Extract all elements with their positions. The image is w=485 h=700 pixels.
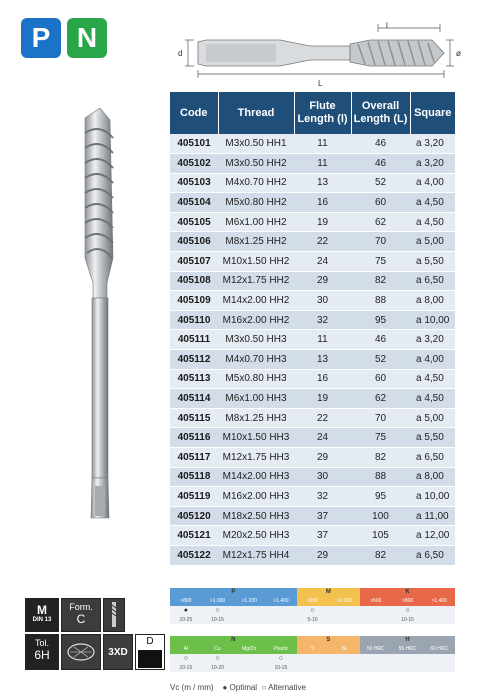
table-row [170,428,455,448]
material-sub-label: >800 [392,596,424,606]
cell-square: a 3,20 [410,154,455,174]
din-standard: DIN 13 [32,617,52,623]
cell-overall-length: 88 [351,291,410,311]
cell-overall-length: 82 [351,271,410,291]
cell-thread: M5x0.80 HH3 [218,369,294,389]
tap-product-image [55,108,145,528]
cell-code: 405118 [170,467,218,487]
material-sub-label: Al [170,644,202,654]
table-row [170,526,455,546]
cell-thread: M16x2.00 HH3 [218,487,294,507]
material-speed-range [233,664,265,672]
material-sub-label: 60 HRC [423,644,455,654]
material-mark [233,654,265,664]
cell-code: 405113 [170,369,218,389]
cell-code: 405108 [170,271,218,291]
cell-code: 405106 [170,232,218,252]
cell-code: 405109 [170,291,218,311]
form-value: C [76,612,86,626]
cell-code: 405122 [170,545,218,565]
material-group-s: S [297,636,360,644]
material-mark [360,606,392,616]
col-header-thread: Thread [218,92,294,134]
material-table-2 [170,636,455,672]
cell-overall-length: 52 [351,173,410,193]
cell-square: a 3,20 [410,330,455,350]
cell-code: 405110 [170,310,218,330]
material-speed-range: 10-15 [265,664,297,672]
material-badge-n: N [67,18,107,58]
table-row [170,271,455,291]
material-speed-range: 10-20 [202,664,234,672]
material-speed-range [328,664,360,672]
table-row [170,291,455,311]
material-sub-label: Plastic [265,644,297,654]
material-table-1 [170,588,455,624]
material-mark: ○ [392,606,424,616]
cell-flute-length: 11 [294,134,351,154]
table-row [170,448,455,468]
cell-thread: M12x1.75 HH2 [218,271,294,291]
cell-square: a 6,50 [410,545,455,565]
table-row [170,408,455,428]
col-header-code: Code [170,92,218,134]
legend-optimal-icon: ● [222,683,228,692]
cell-square: a 4,00 [410,173,455,193]
table-row [170,193,455,213]
cell-overall-length: 46 [351,154,410,174]
cell-thread: M4x0.70 HH3 [218,350,294,370]
cell-square: a 4,50 [410,389,455,409]
cell-square: a 12,00 [410,526,455,546]
cell-code: 405103 [170,173,218,193]
cell-thread: M3x0.50 HH2 [218,154,294,174]
material-speed-range: 10-15 [170,664,202,672]
label-l-short: l [386,21,388,30]
material-group-h: H [360,636,455,644]
material-speed-range [360,664,392,672]
cell-thread: M12x1.75 HH3 [218,448,294,468]
material-sub-label: >500 [360,596,392,606]
cell-code: 405102 [170,154,218,174]
cell-thread: M20x2.50 HH3 [218,526,294,546]
material-mark: ○ [202,606,234,616]
material-sub-label: >800 [170,596,202,606]
table-row [170,134,455,154]
cell-flute-length: 22 [294,408,351,428]
cell-overall-length: 75 [351,428,410,448]
material-sub-label: >1.400 [423,596,455,606]
cell-code: 405119 [170,487,218,507]
cell-flute-length: 11 [294,330,351,350]
material-sub-label: Ti [297,644,329,654]
tolerance-value: 6H [34,648,50,662]
cell-overall-length: 52 [351,350,410,370]
cell-square: a 5,00 [410,408,455,428]
cell-overall-length: 70 [351,408,410,428]
material-speed-range [265,616,297,624]
cell-flute-length: 16 [294,193,351,213]
cell-square: a 5,50 [410,252,455,272]
label-d: d [178,49,183,58]
cell-thread: M10x1.50 HH3 [218,428,294,448]
material-mark [328,606,360,616]
material-sub-label: 55 HRC [392,644,424,654]
material-speed-range [297,664,329,672]
cell-code: 405114 [170,389,218,409]
material-mark [328,654,360,664]
cell-flute-length: 37 [294,506,351,526]
cutting-speed-legend [170,683,306,692]
diameter-fill [138,650,162,668]
cell-square: a 10,00 [410,487,455,507]
material-sub-label: Mg/Zn [233,644,265,654]
legend-vc: Vc (m / mm) [170,683,214,692]
cell-thread: M18x2.50 HH3 [218,506,294,526]
cell-thread: M3x0.50 HH3 [218,330,294,350]
cell-flute-length: 30 [294,467,351,487]
legend-alternative-icon: ○ [261,683,267,692]
cell-square: a 3,20 [410,134,455,154]
cell-flute-length: 29 [294,271,351,291]
cell-square: a 8,00 [410,467,455,487]
table-row [170,467,455,487]
cell-overall-length: 70 [351,232,410,252]
material-mark [297,654,329,664]
specification-table-body [170,134,455,565]
material-group-p: P [170,588,297,596]
material-mark [265,606,297,616]
cell-code: 405115 [170,408,218,428]
cell-square: a 11,00 [410,506,455,526]
tap-form-icon [103,598,125,632]
thread-standard-box [25,598,59,632]
cell-flute-length: 24 [294,252,351,272]
label-L: L [318,79,323,88]
coating-icon [61,634,101,670]
specification-table [170,92,455,566]
cell-flute-length: 11 [294,154,351,174]
cell-square: a 5,00 [410,232,455,252]
cell-thread: M5x0.80 HH2 [218,193,294,213]
cell-code: 405116 [170,428,218,448]
cell-code: 405101 [170,134,218,154]
cell-flute-length: 19 [294,212,351,232]
cell-square: a 4,00 [410,350,455,370]
diameter-label: D [146,636,154,647]
table-row [170,487,455,507]
cell-thread: M10x1.50 HH2 [218,252,294,272]
material-mark: ○ [297,606,329,616]
cell-overall-length: 60 [351,369,410,389]
cell-flute-length: 13 [294,173,351,193]
cell-thread: M14x2.00 HH3 [218,467,294,487]
cell-flute-length: 30 [294,291,351,311]
col-header-overall-length: Overall Length (L) [351,92,410,134]
material-speed-range: 10-15 [202,616,234,624]
material-sub-label: >1.000 [202,596,234,606]
cell-overall-length: 46 [351,330,410,350]
cell-thread: M16x2.00 HH2 [218,310,294,330]
cell-overall-length: 82 [351,448,410,468]
table-row [170,350,455,370]
material-speed-range: 10-25 [170,616,202,624]
cell-flute-length: 32 [294,487,351,507]
material-mark: ● [170,606,202,616]
cell-overall-length: 46 [351,134,410,154]
material-sub-label: >1.400 [265,596,297,606]
cell-overall-length: 95 [351,487,410,507]
cell-flute-length: 29 [294,448,351,468]
thread-type: M [37,603,47,617]
cell-thread: M8x1.25 HH2 [218,232,294,252]
depth-box: 3XD [103,634,133,670]
table-row [170,310,455,330]
col-header-flute-length: Flute Length (l) [294,92,351,134]
material-speed-range [360,616,392,624]
material-speed-range [328,616,360,624]
cell-flute-length: 19 [294,389,351,409]
table-row [170,369,455,389]
material-mark [360,654,392,664]
cell-flute-length: 22 [294,232,351,252]
material-mark: ○ [265,654,297,664]
material-group-m: M [297,588,360,596]
table-row [170,154,455,174]
cell-code: 405117 [170,448,218,468]
cell-overall-length: 62 [351,212,410,232]
material-speed-range [392,664,424,672]
material-sub-label: 50 HRC [360,644,392,654]
material-mark [423,654,455,664]
form-box [61,598,101,632]
cell-thread: M14x2.00 HH2 [218,291,294,311]
table-row [170,212,455,232]
cell-flute-length: 13 [294,350,351,370]
cell-overall-length: 62 [351,389,410,409]
cell-square: a 6,50 [410,448,455,468]
cell-flute-length: 24 [294,428,351,448]
form-label: Form. [69,602,93,612]
table-row [170,330,455,350]
cell-overall-length: 82 [351,545,410,565]
material-mark [423,606,455,616]
cell-flute-length: 16 [294,369,351,389]
cell-flute-length: 37 [294,526,351,546]
material-speed-range: 10-15 [392,616,424,624]
material-sub-label: >1.200 [328,596,360,606]
table-row [170,389,455,409]
cell-square: a 5,50 [410,428,455,448]
material-sub-label: >950 [297,596,329,606]
material-mark [233,606,265,616]
table-row [170,506,455,526]
cell-overall-length: 75 [351,252,410,272]
cell-square: a 4,50 [410,369,455,389]
spec-icons [25,598,165,670]
cell-thread: M3x0.50 HH1 [218,134,294,154]
material-sub-label: Ni [328,644,360,654]
cell-code: 405104 [170,193,218,213]
material-mark: ○ [202,654,234,664]
tolerance-box [25,634,59,670]
cell-square: a 4,50 [410,212,455,232]
table-row [170,252,455,272]
cell-thread: M4x0.70 HH2 [218,173,294,193]
material-sub-label: >1.200 [233,596,265,606]
cell-thread: M6x1.00 HH2 [218,212,294,232]
cell-code: 405105 [170,212,218,232]
cell-overall-length: 88 [351,467,410,487]
material-speed-range [423,664,455,672]
legend-alternative: Alternative [268,683,306,692]
table-row [170,173,455,193]
cell-overall-length: 105 [351,526,410,546]
cell-flute-length: 29 [294,545,351,565]
material-speed-range [423,616,455,624]
table-row [170,545,455,565]
cell-overall-length: 100 [351,506,410,526]
cell-code: 405121 [170,526,218,546]
table-row [170,232,455,252]
cell-code: 405111 [170,330,218,350]
cell-overall-length: 60 [351,193,410,213]
cell-square: a 8,00 [410,291,455,311]
cell-square: a 6,50 [410,271,455,291]
cell-overall-length: 95 [351,310,410,330]
cell-square: a 4,50 [410,193,455,213]
cell-code: 405107 [170,252,218,272]
label-diameter: ø [456,49,461,58]
tolerance-label: Tol. [34,638,49,648]
diameter-box [135,634,165,670]
material-speed-range: 5-10 [297,616,329,624]
cell-code: 405120 [170,506,218,526]
material-speed-range [233,616,265,624]
cell-thread: M12x1.75 HH4 [218,545,294,565]
cell-code: 405112 [170,350,218,370]
col-header-square: Square [410,92,455,134]
material-mark: ○ [170,654,202,664]
legend-optimal: Optimal [229,683,258,692]
cell-flute-length: 32 [294,310,351,330]
material-mark [392,654,424,664]
tap-dimension-diagram [170,20,470,90]
cell-thread: M6x1.00 HH3 [218,389,294,409]
material-sub-label: Cu [202,644,234,654]
material-group-k: K [360,588,455,596]
material-group-n: N [170,636,297,644]
cell-square: a 10,00 [410,310,455,330]
material-badge-p: P [21,18,61,58]
cell-thread: M8x1.25 HH3 [218,408,294,428]
